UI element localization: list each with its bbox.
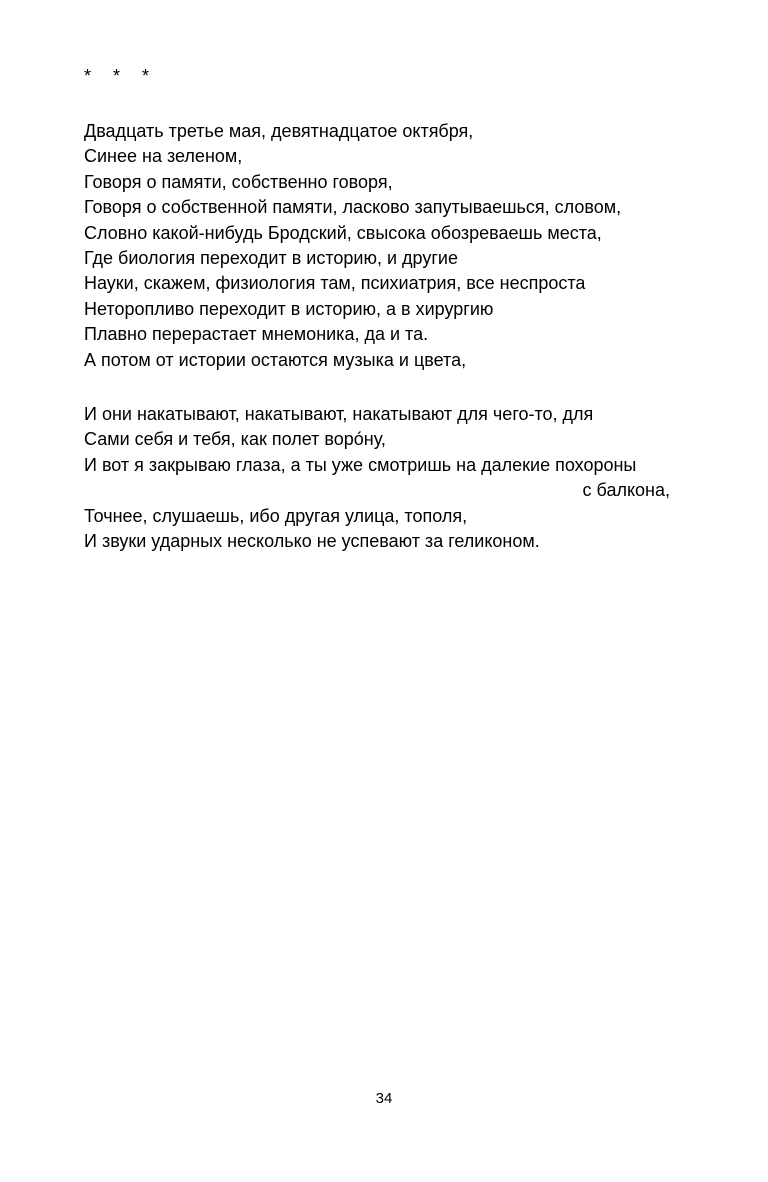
poem-stanza-2 (84, 402, 684, 554)
page-number: 34 (375, 1090, 393, 1107)
poem-stanza-1 (84, 119, 684, 373)
poem-line: Говоря о памяти, собственно говоря, (84, 171, 393, 192)
poem-line: И вот я закрываю глаза, а ты уже смотришь на далекие похороны (84, 454, 637, 475)
poem-line-continuation: с балкона, (582, 480, 670, 501)
poem-line: Словно какой-нибудь Бродский, свысока обозреваешь места, (84, 222, 602, 243)
separator-star: * (142, 66, 150, 86)
poem-line: А потом от истории остаются музыка и цвета, (84, 349, 467, 370)
poem-line: Говоря о собственной памяти, ласково запутываешься, словом, (84, 197, 622, 218)
separator-star: * (113, 66, 121, 86)
poem-line: Неторопливо переходит в историю, а в хирургию (84, 298, 494, 319)
poem-line: Где биология переходит в историю, и другие (84, 247, 458, 268)
poem-line: Сами себя и тебя, как полет воро́ну, (84, 429, 386, 450)
poem-line: И звуки ударных несколько не успевают за геликоном. (84, 530, 540, 551)
section-separator (84, 66, 171, 87)
poem-line: И они накатывают, накатывают, накатывают для чего-то, для (84, 404, 594, 424)
poem-line: Плавно перерастает мнемоника, да и та. (84, 324, 429, 345)
poem-line: Синее на зеленом, (84, 146, 243, 167)
poem-line: Двадцать третье мая, девятнадцатое октября, (84, 121, 474, 141)
poem-line: Науки, скажем, физиология там, психиатрия, все неспроста (84, 273, 586, 294)
poem-line: Точнее, слушаешь, ибо другая улица, тополя, (84, 505, 468, 526)
separator-star: * (84, 66, 92, 86)
